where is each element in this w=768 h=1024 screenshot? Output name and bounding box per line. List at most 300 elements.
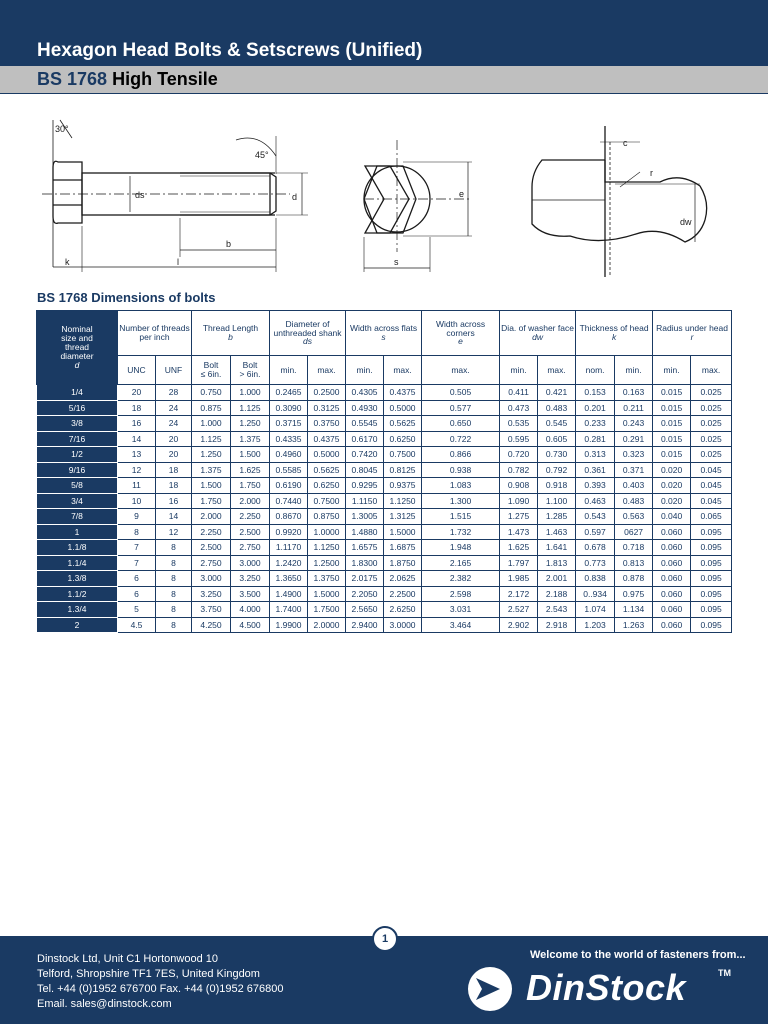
table-row (37, 462, 732, 478)
table-cell: 0.577 (422, 400, 500, 416)
table-cell: 8 (156, 617, 192, 633)
table-cell: 0.8125 (384, 462, 422, 478)
table-cell: 18 (156, 478, 192, 494)
table-body (37, 385, 732, 633)
table-cell: 0.5625 (384, 416, 422, 432)
table-cell: 0.650 (422, 416, 500, 432)
trademark-mark: TM (718, 968, 731, 978)
table-cell: 16 (118, 416, 156, 432)
table-cell: 2.0000 (308, 617, 346, 633)
table-cell: 0.025 (691, 385, 732, 401)
table-cell: 0.720 (500, 447, 538, 463)
table-row (37, 602, 732, 618)
table-cell: 1.9900 (270, 617, 308, 633)
table-cell: 0.773 (576, 555, 615, 571)
table-cell: 24 (156, 400, 192, 416)
address-line: Telford, Shropshire TF1 7ES, United Kingdom (37, 968, 260, 980)
table-cell: 0.7500 (308, 493, 346, 509)
table-cell: 2.500 (231, 524, 270, 540)
table-cell: 2.6250 (384, 602, 422, 618)
table-cell: 1.473 (500, 524, 538, 540)
table-cell: 7 (118, 555, 156, 571)
group-header-radius: Radius under head r (653, 311, 732, 356)
table-cell: 0.5625 (308, 462, 346, 478)
table-cell: 2.0625 (384, 571, 422, 587)
table-cell: 3.500 (231, 586, 270, 602)
table-cell: 0.095 (691, 540, 732, 556)
nominal-size-cell: 3/4 (37, 493, 118, 509)
subheader-cell: max. (308, 356, 346, 385)
table-cell: 1.6575 (346, 540, 384, 556)
subheader-cell: nom. (576, 356, 615, 385)
table-cell: 0.060 (653, 617, 691, 633)
table-cell: 1.375 (192, 462, 231, 478)
table-cell: 12 (156, 524, 192, 540)
end-view-drawing (364, 140, 472, 272)
table-cell: 0.4305 (346, 385, 384, 401)
table-cell: 1.3650 (270, 571, 308, 587)
table-cell: 0.020 (653, 478, 691, 494)
table-cell: 2.750 (192, 555, 231, 571)
group-header-head-thickness: Thickness of head k (576, 311, 653, 356)
table-row (37, 524, 732, 540)
table-cell: 1.797 (500, 555, 538, 571)
nominal-size-cell: 5/8 (37, 478, 118, 494)
table-cell: 0.6190 (270, 478, 308, 494)
table-cell: 14 (118, 431, 156, 447)
table-cell: 18 (156, 462, 192, 478)
table-cell: 0.015 (653, 431, 691, 447)
table-cell: 1.2500 (308, 555, 346, 571)
table-cell: 0.025 (691, 447, 732, 463)
table-cell: 1.125 (231, 400, 270, 416)
table-cell: 0.6170 (346, 431, 384, 447)
table-cell: 0.6250 (384, 431, 422, 447)
table-cell: 1.8750 (384, 555, 422, 571)
table-cell: 0.473 (500, 400, 538, 416)
table-cell: 0.918 (538, 478, 576, 494)
detail-view-drawing (532, 126, 707, 277)
table-row (37, 416, 732, 432)
nominal-size-cell: 9/16 (37, 462, 118, 478)
table-cell: 0.3090 (270, 400, 308, 416)
subheader-cell: min. (500, 356, 538, 385)
page-title: Hexagon Head Bolts & Setscrews (Unified) (37, 40, 423, 61)
table-cell: 1.263 (615, 617, 653, 633)
table-cell: 12 (118, 462, 156, 478)
nominal-size-cell: 3/8 (37, 416, 118, 432)
table-cell: 0.403 (615, 478, 653, 494)
table-cell: 7 (118, 540, 156, 556)
table-cell: 1.732 (422, 524, 500, 540)
table-cell: 0.095 (691, 586, 732, 602)
nominal-size-cell: 7/8 (37, 509, 118, 525)
table-cell: 0.323 (615, 447, 653, 463)
subheader-cell: UNF (156, 356, 192, 385)
radius-label: r (650, 168, 653, 178)
angle-30-label: 30° (55, 124, 69, 134)
subheader-cell: max. (384, 356, 422, 385)
table-cell: 0.875 (192, 400, 231, 416)
table-cell: 0.792 (538, 462, 576, 478)
table-row (37, 431, 732, 447)
table-cell: 1.074 (576, 602, 615, 618)
table-cell: 0.281 (576, 431, 615, 447)
table-cell: 0.095 (691, 602, 732, 618)
table-cell: 0.838 (576, 571, 615, 587)
table-cell: 0.060 (653, 555, 691, 571)
table-cell: 3.250 (192, 586, 231, 602)
table-cell: 3.031 (422, 602, 500, 618)
table-cell: 0.722 (422, 431, 500, 447)
table-cell: 1.750 (192, 493, 231, 509)
address-line: Dinstock Ltd, Unit C1 Hortonwood 10 (37, 953, 218, 965)
table-cell: 20 (156, 431, 192, 447)
table-row (37, 400, 732, 416)
table-cell: 1.6875 (384, 540, 422, 556)
table-cell: 1.100 (538, 493, 576, 509)
table-cell: 1.090 (500, 493, 538, 509)
table-cell: 4.250 (192, 617, 231, 633)
table-cell: 2.382 (422, 571, 500, 587)
table-cell: 1.0000 (308, 524, 346, 540)
table-cell: 0.483 (615, 493, 653, 509)
table-cell: 0.563 (615, 509, 653, 525)
table-cell: 1.250 (231, 416, 270, 432)
table-cell: 1.3005 (346, 509, 384, 525)
table-cell: 0.5000 (308, 447, 346, 463)
table-cell: 2.165 (422, 555, 500, 571)
table-cell: 2.750 (231, 540, 270, 556)
table-cell: 14 (156, 509, 192, 525)
nominal-size-cell: 1.1/4 (37, 555, 118, 571)
table-cell: 0.7500 (384, 447, 422, 463)
table-row (37, 586, 732, 602)
standard-code: BS 1768 (37, 69, 108, 89)
table-cell: 1.985 (500, 571, 538, 587)
table-cell: 0.015 (653, 385, 691, 401)
table-cell: 8 (156, 555, 192, 571)
table-cell: 0.3715 (270, 416, 308, 432)
nominal-size-cell: 1.1/8 (37, 540, 118, 556)
table-row (37, 617, 732, 633)
table-cell: 0.6250 (308, 478, 346, 494)
width-corners-label: e (459, 189, 465, 199)
table-cell: 0.718 (615, 540, 653, 556)
table-cell: 0.8045 (346, 462, 384, 478)
table-cell: 0.750 (192, 385, 231, 401)
table-cell: 8 (156, 571, 192, 587)
table-cell: 0.201 (576, 400, 615, 416)
table-cell: 2.000 (231, 493, 270, 509)
table-cell: 0.9920 (270, 524, 308, 540)
table-cell: 1.4880 (346, 524, 384, 540)
table-cell: 10 (118, 493, 156, 509)
table-cell: 1.125 (192, 431, 231, 447)
table-row (37, 478, 732, 494)
table-cell: 0.8750 (308, 509, 346, 525)
table-row (37, 385, 732, 401)
table-cell: 0.3125 (308, 400, 346, 416)
table-cell: 1.641 (538, 540, 576, 556)
table-cell: 1.000 (231, 385, 270, 401)
table-row (37, 493, 732, 509)
table-cell: 0.060 (653, 571, 691, 587)
tagline: Welcome to the world of fasteners from... (530, 949, 746, 961)
subheader-cell: Bolt ≤ 6in. (192, 356, 231, 385)
table-cell: 0.9295 (346, 478, 384, 494)
table-cell: 0.060 (653, 524, 691, 540)
nominal-size-cell: 7/16 (37, 431, 118, 447)
table-cell: 3.0000 (384, 617, 422, 633)
table-cell: 0.233 (576, 416, 615, 432)
table-cell: 2.543 (538, 602, 576, 618)
table-cell: 5 (118, 602, 156, 618)
table-cell: 1.4900 (270, 586, 308, 602)
subheader-row (37, 356, 732, 385)
table-cell: 18 (118, 400, 156, 416)
washer-thickness-label: c (623, 138, 628, 148)
table-cell: 13 (118, 447, 156, 463)
table-cell: 1.7500 (308, 602, 346, 618)
table-cell: 1.2420 (270, 555, 308, 571)
nominal-size-cell: 1/4 (37, 385, 118, 401)
subheader-cell: Bolt > 6in. (231, 356, 270, 385)
table-cell: 0.4960 (270, 447, 308, 463)
table-cell: 0.7440 (270, 493, 308, 509)
table-cell: 20 (118, 385, 156, 401)
table-cell: 1.5000 (384, 524, 422, 540)
table-cell: 8 (156, 602, 192, 618)
table-cell: 1.300 (422, 493, 500, 509)
technical-drawings (40, 112, 720, 282)
table-cell: 0.866 (422, 447, 500, 463)
table-cell: 2.172 (500, 586, 538, 602)
table-cell: 0.782 (500, 462, 538, 478)
side-view-labels (55, 124, 297, 267)
table-cell: 0.361 (576, 462, 615, 478)
table-row (37, 555, 732, 571)
table-cell: 0.878 (615, 571, 653, 587)
table-cell: 0.291 (615, 431, 653, 447)
table-cell: 0.938 (422, 462, 500, 478)
group-header-width-corners: Width across corners e (422, 311, 500, 356)
table-cell: 1.7400 (270, 602, 308, 618)
table-cell: 0.045 (691, 493, 732, 509)
nominal-size-cell: 2 (37, 617, 118, 633)
contact-line: Tel. +44 (0)1952 676700 Fax. +44 (0)1952 676800 (37, 983, 284, 995)
table-cell: 1.134 (615, 602, 653, 618)
dimensions-table (36, 310, 732, 633)
table-cell: 1.625 (500, 540, 538, 556)
table-cell: 1.500 (192, 478, 231, 494)
brand-name: DinStock (526, 967, 687, 1008)
table-cell: 20 (156, 447, 192, 463)
table-cell: 0.3750 (308, 416, 346, 432)
table-cell: 16 (156, 493, 192, 509)
table-cell: 28 (156, 385, 192, 401)
table-cell: 1.250 (192, 447, 231, 463)
table-cell: 0.393 (576, 478, 615, 494)
table-cell: 8 (156, 586, 192, 602)
table-cell: 3.750 (192, 602, 231, 618)
washer-diameter-label: dw (680, 217, 692, 227)
table-cell: 0.9375 (384, 478, 422, 494)
table-cell: 1.3125 (384, 509, 422, 525)
table-cell: 0.908 (500, 478, 538, 494)
table-cell: 1.1170 (270, 540, 308, 556)
table-cell: 0.5585 (270, 462, 308, 478)
table-cell: 0.4930 (346, 400, 384, 416)
subheader-cell: max. (422, 356, 500, 385)
table-cell: 0.045 (691, 462, 732, 478)
table-cell: 2.2500 (384, 586, 422, 602)
table-row (37, 509, 732, 525)
table-cell: 0627 (615, 524, 653, 540)
table-cell: 1.1250 (384, 493, 422, 509)
table-cell: 0.5000 (384, 400, 422, 416)
table-cell: 0.040 (653, 509, 691, 525)
company-address (37, 952, 283, 1012)
table-cell: 6 (118, 586, 156, 602)
table-cell: 4.5 (118, 617, 156, 633)
table-cell: 3.000 (231, 555, 270, 571)
table-cell: 1.3750 (308, 571, 346, 587)
table-cell: 1.203 (576, 617, 615, 633)
group-header-threads: Number of threads per inch (118, 311, 192, 356)
subheader-cell: max. (691, 356, 732, 385)
table-cell: 0.463 (576, 493, 615, 509)
arrow-circle-logo-icon (462, 964, 522, 1014)
table-cell: 2.9400 (346, 617, 384, 633)
section-title: BS 1768 Dimensions of bolts (37, 290, 216, 305)
table-cell: 1.5000 (308, 586, 346, 602)
table-row (37, 447, 732, 463)
table-cell: 1.515 (422, 509, 500, 525)
table-cell: 1.000 (192, 416, 231, 432)
table-cell: 0.8670 (270, 509, 308, 525)
table-cell: 2.918 (538, 617, 576, 633)
group-header-thread-length: Thread Length b (192, 311, 270, 356)
table-cell: 2.188 (538, 586, 576, 602)
nominal-size-cell: 5/16 (37, 400, 118, 416)
bolt-length-label: l (177, 257, 179, 267)
table-row (37, 571, 732, 587)
thread-length-label: b (226, 239, 232, 249)
width-flats-label: s (394, 257, 399, 267)
email-line: Email. sales@dinstock.com (37, 998, 172, 1010)
table-cell: 0.605 (538, 431, 576, 447)
table-cell: 1.463 (538, 524, 576, 540)
table-cell: 1.750 (231, 478, 270, 494)
table-cell: 24 (156, 416, 192, 432)
table-cell: 1.948 (422, 540, 500, 556)
table-cell: 8 (156, 540, 192, 556)
group-header-washer-face: Dia. of washer face dw (500, 311, 576, 356)
page-subtitle (37, 69, 218, 90)
table-cell: 0.543 (576, 509, 615, 525)
table-cell: 0.421 (538, 385, 576, 401)
table-cell: 0.4375 (308, 431, 346, 447)
corner-header: Nominal size and thread diameter d (37, 311, 118, 385)
side-view-drawing (42, 120, 308, 272)
table-cell: 6 (118, 571, 156, 587)
table-cell: 0.411 (500, 385, 538, 401)
table-cell: 0.595 (500, 431, 538, 447)
table-cell: 0.730 (538, 447, 576, 463)
table-cell: 0.545 (538, 416, 576, 432)
subheader-cell: min. (653, 356, 691, 385)
table-row (37, 540, 732, 556)
nominal-size-cell: 1.3/4 (37, 602, 118, 618)
table-cell: 2.250 (192, 524, 231, 540)
table-cell: 0.7420 (346, 447, 384, 463)
table-cell: 2.250 (231, 509, 270, 525)
table-cell: 0.015 (653, 447, 691, 463)
table-cell: 0.065 (691, 509, 732, 525)
table-cell: 0.095 (691, 524, 732, 540)
table-cell: 1.500 (231, 447, 270, 463)
table-cell: 0..934 (576, 586, 615, 602)
subheader-cell: min. (346, 356, 384, 385)
table-cell: 0.597 (576, 524, 615, 540)
table-cell: 0.483 (538, 400, 576, 416)
group-header-width-flats: Width across flats s (346, 311, 422, 356)
table-cell: 1.8300 (346, 555, 384, 571)
head-thickness-label: k (65, 257, 70, 267)
table-cell: 0.060 (653, 602, 691, 618)
table-cell: 11 (118, 478, 156, 494)
table-cell: 0.163 (615, 385, 653, 401)
grade-label: High Tensile (112, 69, 218, 89)
table-cell: 0.025 (691, 431, 732, 447)
table-cell: 0.975 (615, 586, 653, 602)
nominal-size-cell: 1.3/8 (37, 571, 118, 587)
table-cell: 3.464 (422, 617, 500, 633)
nominal-size-cell: 1/2 (37, 447, 118, 463)
table-cell: 0.4375 (384, 385, 422, 401)
thread-diameter-label: d (292, 192, 298, 202)
table-cell: 0.025 (691, 416, 732, 432)
table-cell: 0.153 (576, 385, 615, 401)
subheader-cell: UNC (118, 356, 156, 385)
table-cell: 0.678 (576, 540, 615, 556)
table-cell: 1.1250 (308, 540, 346, 556)
table-cell: 1.375 (231, 431, 270, 447)
nominal-size-cell: 1 (37, 524, 118, 540)
table-cell: 3.250 (231, 571, 270, 587)
table-cell: 0.211 (615, 400, 653, 416)
table-cell: 0.095 (691, 617, 732, 633)
subheader-cell: min. (615, 356, 653, 385)
table-cell: 0.5545 (346, 416, 384, 432)
table-cell: 2.902 (500, 617, 538, 633)
table-cell: 0.371 (615, 462, 653, 478)
table-cell: 0.2465 (270, 385, 308, 401)
table-cell: 2.527 (500, 602, 538, 618)
table-cell: 0.015 (653, 416, 691, 432)
table-cell: 1.625 (231, 462, 270, 478)
table-cell: 0.4335 (270, 431, 308, 447)
table-cell: 2.5650 (346, 602, 384, 618)
table-cell: 8 (118, 524, 156, 540)
page-number: 1 (372, 926, 398, 952)
table-cell: 1.285 (538, 509, 576, 525)
table-cell: 0.095 (691, 555, 732, 571)
table-cell: 9 (118, 509, 156, 525)
subheader-cell: min. (270, 356, 308, 385)
table-cell: 2.500 (192, 540, 231, 556)
